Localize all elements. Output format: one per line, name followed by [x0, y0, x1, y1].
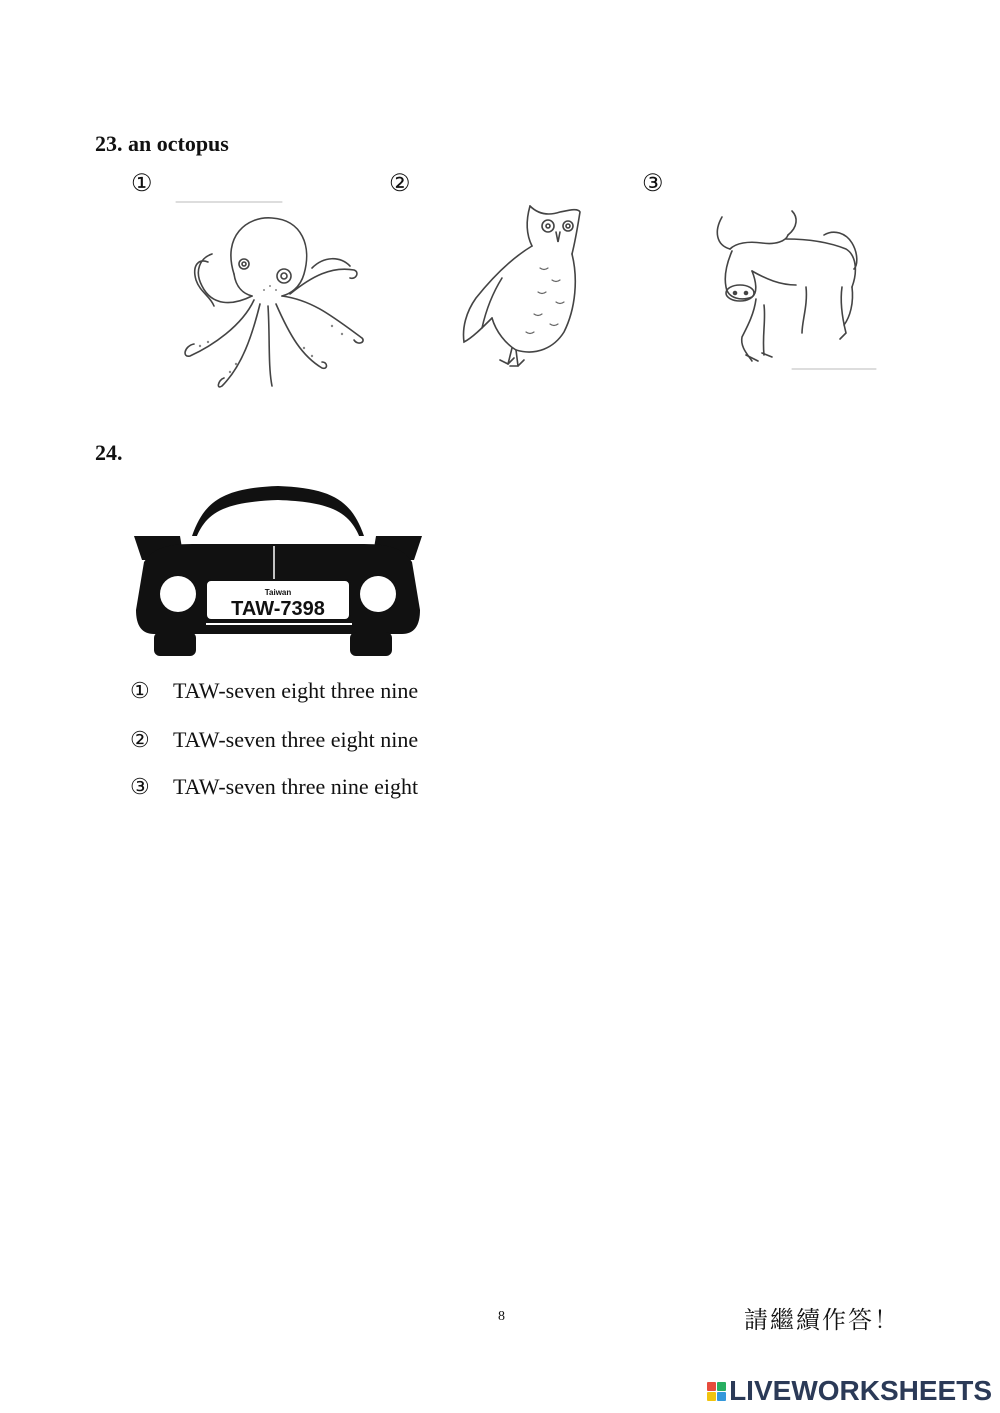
q24-option-3[interactable] [130, 774, 418, 800]
q24-option-2-text: TAW-seven three eight nine [173, 727, 419, 752]
brand-name: LIVEWORKSHEETS [729, 1375, 992, 1406]
car-illustration [134, 484, 422, 659]
plate-number: TAW-7398 [231, 598, 325, 620]
q24-option-1-text: TAW-seven eight three nine [173, 678, 419, 703]
q24-option-3-text: TAW-seven three nine eight [173, 774, 419, 799]
ox-illustration[interactable] [706, 205, 881, 380]
continue-note: 請繼續作答！ [744, 1306, 900, 1334]
q24-option-1-number: ① [130, 678, 150, 703]
q24-option-2[interactable] [130, 727, 418, 753]
q23-option-1-number: ① [131, 171, 153, 197]
liveworksheets-brand [707, 1375, 992, 1407]
liveworksheets-logo-icon [707, 1382, 726, 1401]
q23-option-3-number: ③ [642, 171, 664, 197]
owl-illustration[interactable] [452, 198, 592, 373]
q24-option-1[interactable] [130, 678, 418, 704]
question-24-title: 24. [95, 440, 123, 465]
question-23-title: 23. an octopus [95, 131, 229, 156]
q24-option-2-number: ② [130, 727, 150, 752]
q23-option-2-number: ② [389, 171, 411, 197]
q24-option-3-number: ③ [130, 774, 150, 799]
plate-country: Taiwan [264, 588, 292, 597]
octopus-illustration[interactable] [172, 196, 372, 396]
page-number: 8 [498, 1309, 505, 1324]
